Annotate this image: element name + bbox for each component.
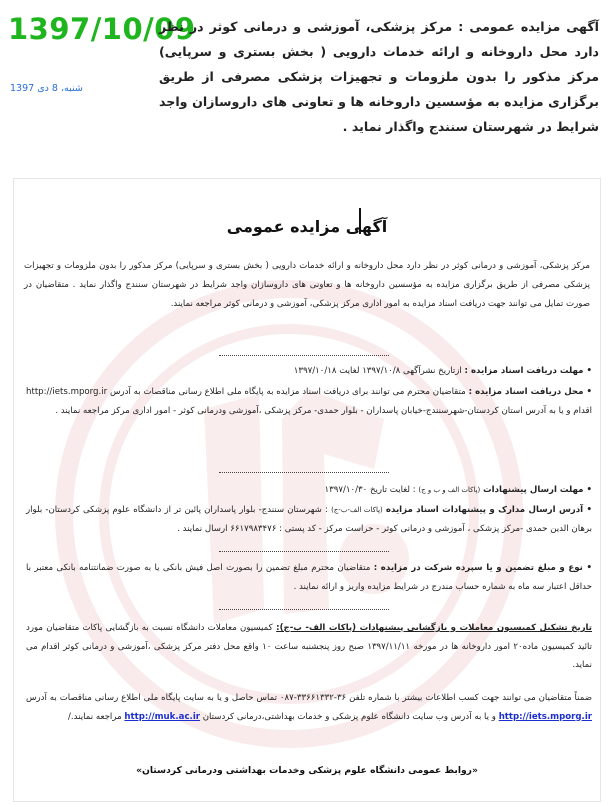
- submit-deadline-label: • مهلت ارسال پیشنهادات: [483, 485, 592, 495]
- contact-text-1: ضمناً متقاضیان می توانند جهت کسب اطلاعات بیشتر با شماره تلفن ۳۶-۳۳۶۶۱۳۳۲-۰۸۷ تماس حاصل و یا به سایت پایگاه ملی اطلاع رسانی مناقصات به آدرس: [26, 693, 592, 703]
- separator-line: [219, 472, 389, 473]
- commission-paragraph: [26, 619, 592, 675]
- submit-deadline-note: (پاکات الف و ب و ج): [418, 486, 481, 494]
- separator-line: [219, 609, 389, 610]
- publish-date: 1397/10/09: [8, 12, 196, 46]
- contact-text-2: و یا به آدرس وب سایت دانشگاه علوم پزشکی و خدمات بهداشتی،درمانی کردستان: [202, 711, 496, 722]
- contact-link-iets[interactable]: http://iets.mporg.ir: [498, 711, 592, 722]
- guarantee-value: متقاضیان محترم مبلغ تضمین را بصورت اصل فیش بانکی یا به صورت ضمانتنامه بانکی معتبر با حداقل اعتبار سه ماه به شماره حساب مندرج در شرایط مزایده واریز و ارائه نمایند .: [26, 563, 592, 592]
- footer-signature: «روابط عمومی دانشگاه علوم پزشکی وخدمات بهداشتی ودرمانی کردستان»: [136, 765, 478, 776]
- receive-deadline-label: • مهلت دریافت اسناد مزایده :: [464, 366, 592, 376]
- news-header: [0, 0, 609, 165]
- announcement-document: [13, 178, 601, 802]
- intro-paragraph: مرکز پزشکی، آموزشی و درمانی کوثر در نظر دارد محل داروخانه و ارائه خدمات دارویی ( بخش بستری و سرپایی) مرکز مذکور را بدون ملزومات و تجهیزات پزشکی مصرفی از طریق برگزاری مزایده به مؤسسین داروخانه ها و تعاونی های داروسازان واجد شرایط در شهرستان سنندج واگذار نماید . متقاضیان در صورت تمایل می توانند جهت دریافت اسناد مزایده به امور اداری مرکز پزشکی، آموزشی و درمانی کوثر مراجعه نمایند.: [24, 261, 590, 309]
- receive-place-label: • محل دریافت اسناد مزایده :: [468, 387, 592, 397]
- contact-paragraph: [26, 689, 592, 726]
- receive-place-link[interactable]: http://iets.mporg.ir: [26, 387, 108, 397]
- commission-label: تاریخ تشکیل کمیسیون معاملات و بازگشایی پیشنهادات (پاکات الف- ب-ج):: [276, 623, 592, 633]
- receive-place-text-1: متقاضیان محترم می توانند برای دریافت اسناد مزایده به پایگاه ملی اطلاع رسانی مناقصات به آدرس: [109, 387, 466, 397]
- receive-place-text-2: اقدام و یا به آدرس استان کردستان-شهرسنندج-خیابان پاسداران - بلوار حمدی- مرکز پزشکی ،آموزشی ودرمانی کوثر - امور اداری مرکز مراجعه نمایند .: [55, 405, 592, 416]
- contact-text-3: مراجعه نمایند./: [68, 711, 122, 722]
- guarantee-paragraph: [26, 559, 592, 596]
- receive-deadline-line: [26, 362, 592, 381]
- separator-line: [219, 551, 389, 552]
- guarantee-label: • نوع و مبلغ تضمین و یا سپرده شرکت در مزایده :: [373, 563, 593, 573]
- publish-date-small: شنبه، 8 دی 1397: [10, 83, 83, 94]
- separator-line: [219, 355, 389, 356]
- contact-link-muk[interactable]: http://muk.ac.ir: [124, 711, 201, 722]
- submit-deadline-value: : لغایت تاریخ ۱۳۹۷/۱۰/۳۰: [324, 485, 416, 495]
- submit-address-label: • آدرس ارسال مدارک و پیشنهادات اسناد مزایده: [385, 505, 593, 515]
- headline-text: آگهی مزایده عمومی : مرکز پزشکی، آموزشی و درمانی کوثر در نظر دارد محل داروخانه و ارائه خدمات دارویی ( بخش بستری و سرپایی) مرکز مذکور را بدون ملزومات و تجهیزات پزشکی مصرفی از طریق برگزاری مزایده به مؤسسین داروخانه ها و تعاونی های داروسازان واجد شرایط در شهرستان سنندج واگذار نماید .: [159, 19, 599, 134]
- submit-address-paragraph: [26, 501, 592, 538]
- receive-place-paragraph: [26, 383, 592, 420]
- submit-deadline-line: [26, 481, 592, 500]
- commission-value: کمیسیون معاملات دانشگاه نسبت به بازگشایی پاکات متقاضیان مورد تائید کمیسیون ماده۲۰ امور داروخانه ها در مورخه ۱۳۹۷/۱۱/۱۱ صبح روز پنجشنبه ساعت ۱۰ واقع محل دفتر مرکز پزشکی ،آموزشی و درمانی کوثر اقدام می نماید.: [26, 623, 593, 670]
- document-title: آگهی مزایده عمومی: [226, 217, 388, 236]
- receive-deadline-value: ازتاریخ نشرآگهی ۱۳۹۷/۱۰/۸ لغایت ۱۳۹۷/۱۰/۱۸: [293, 366, 462, 376]
- submit-address-value: : شهرستان سنندج- بلوار پاسداران پائین تر از دانشگاه علوم پزشکی کردستان- بلوار برهان الدین حمدی -مرکز پزشکی ، آموزشی و درمانی کوثر - حراست مرکز - کد پستی : ۶۶۱۷۹۸۳۴۷۶ ارسال نمایند .: [26, 505, 592, 534]
- submit-address-note: (پاکات الف-ب-ج): [331, 506, 383, 514]
